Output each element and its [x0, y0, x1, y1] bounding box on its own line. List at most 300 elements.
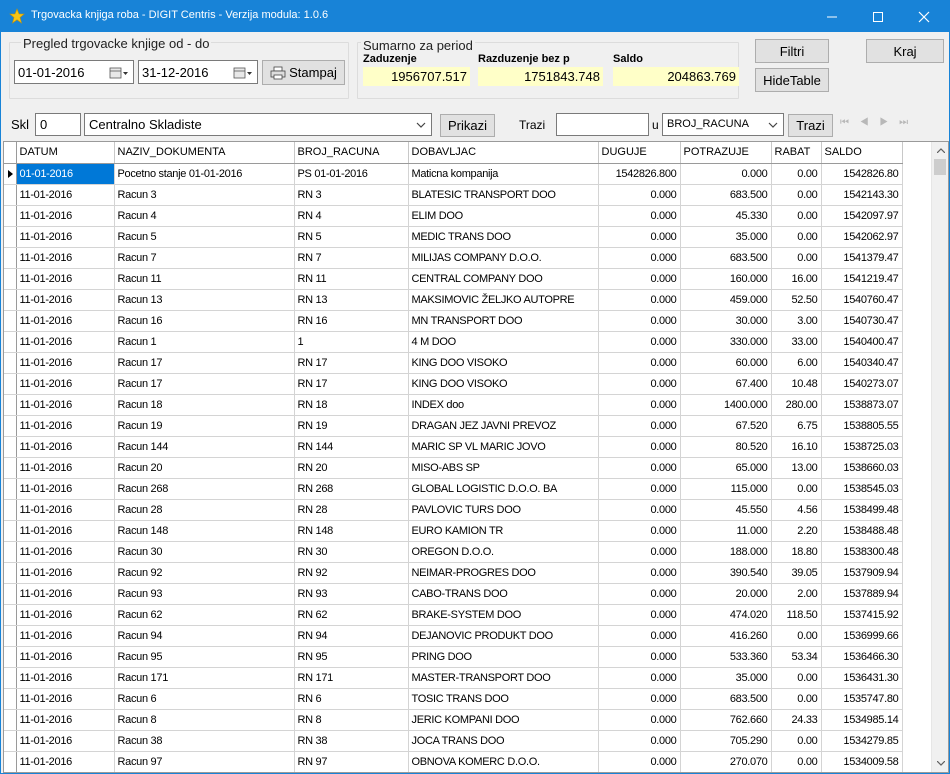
cell-saldo[interactable]: 1538805.55 [821, 415, 902, 436]
row-header[interactable] [4, 562, 16, 583]
warehouse-select[interactable] [84, 113, 432, 136]
title-bar[interactable] [1, 1, 949, 32]
cell-datum[interactable]: 11-01-2016 [16, 247, 114, 268]
cell-naziv-dokumenta[interactable]: Racun 97 [114, 751, 294, 772]
table-row[interactable] [4, 688, 902, 709]
row-header[interactable] [4, 310, 16, 331]
cell-broj-racuna[interactable]: RN 28 [294, 499, 408, 520]
row-header[interactable] [4, 289, 16, 310]
cell-naziv-dokumenta[interactable]: Racun 148 [114, 520, 294, 541]
cell-saldo[interactable]: 1534279.85 [821, 730, 902, 751]
cell-naziv-dokumenta[interactable]: Racun 6 [114, 688, 294, 709]
row-header[interactable] [4, 625, 16, 646]
cell-saldo[interactable]: 1540730.47 [821, 310, 902, 331]
cell-dobavljac[interactable]: JERIC KOMPANI DOO [408, 709, 598, 730]
cell-dobavljac[interactable]: OREGON D.O.O. [408, 541, 598, 562]
cell-potrazuje[interactable]: 1400.000 [680, 394, 771, 415]
cell-naziv-dokumenta[interactable]: Racun 18 [114, 394, 294, 415]
cell-dobavljac[interactable]: MISO-ABS SP [408, 457, 598, 478]
scroll-down-icon[interactable] [932, 755, 949, 772]
cell-rabat[interactable]: 16.00 [771, 268, 821, 289]
search-field-select[interactable] [662, 113, 784, 136]
cell-broj-racuna[interactable]: RN 8 [294, 709, 408, 730]
cell-rabat[interactable]: 0.00 [771, 667, 821, 688]
row-header[interactable] [4, 205, 16, 226]
table-row[interactable] [4, 730, 902, 751]
maximize-button[interactable] [855, 1, 901, 32]
cell-naziv-dokumenta[interactable]: Racun 62 [114, 604, 294, 625]
cell-duguje[interactable]: 0.000 [598, 562, 680, 583]
row-header[interactable] [4, 457, 16, 478]
cell-potrazuje[interactable]: 705.290 [680, 730, 771, 751]
cell-duguje[interactable]: 0.000 [598, 457, 680, 478]
cell-naziv-dokumenta[interactable]: Racun 38 [114, 730, 294, 751]
cell-rabat[interactable]: 3.00 [771, 310, 821, 331]
table-row[interactable] [4, 415, 902, 436]
cell-potrazuje[interactable]: 35.000 [680, 226, 771, 247]
cell-saldo[interactable]: 1536466.30 [821, 646, 902, 667]
cell-rabat[interactable]: 6.00 [771, 352, 821, 373]
table-row[interactable] [4, 478, 902, 499]
table-row[interactable] [4, 394, 902, 415]
cell-rabat[interactable]: 2.00 [771, 583, 821, 604]
cell-rabat[interactable]: 53.34 [771, 646, 821, 667]
cell-dobavljac[interactable]: MEDIC TRANS DOO [408, 226, 598, 247]
cell-rabat[interactable]: 52.50 [771, 289, 821, 310]
cell-potrazuje[interactable]: 416.260 [680, 625, 771, 646]
cell-potrazuje[interactable]: 474.020 [680, 604, 771, 625]
cell-datum[interactable]: 11-01-2016 [16, 310, 114, 331]
cell-saldo[interactable]: 1540760.47 [821, 289, 902, 310]
kraj-button[interactable]: Kraj [866, 39, 944, 63]
table-row[interactable] [4, 457, 902, 478]
cell-potrazuje[interactable]: 30.000 [680, 310, 771, 331]
cell-saldo[interactable]: 1534985.14 [821, 709, 902, 730]
cell-datum[interactable]: 11-01-2016 [16, 730, 114, 751]
cell-naziv-dokumenta[interactable]: Racun 144 [114, 436, 294, 457]
cell-saldo[interactable]: 1542143.30 [821, 184, 902, 205]
cell-potrazuje[interactable]: 390.540 [680, 562, 771, 583]
cell-dobavljac[interactable]: PRING DOO [408, 646, 598, 667]
cell-broj-racuna[interactable]: RN 94 [294, 625, 408, 646]
cell-naziv-dokumenta[interactable]: Racun 17 [114, 352, 294, 373]
date-to-field[interactable] [138, 60, 258, 84]
calendar-dropdown-icon[interactable] [232, 64, 254, 81]
cell-duguje[interactable]: 0.000 [598, 310, 680, 331]
cell-saldo[interactable]: 1541379.47 [821, 247, 902, 268]
cell-datum[interactable]: 11-01-2016 [16, 688, 114, 709]
cell-saldo[interactable]: 1537415.92 [821, 604, 902, 625]
column-header-datum[interactable]: DATUM [16, 142, 114, 163]
cell-saldo[interactable]: 1538873.07 [821, 394, 902, 415]
table-row[interactable] [4, 499, 902, 520]
cell-rabat[interactable]: 0.00 [771, 247, 821, 268]
cell-naziv-dokumenta[interactable]: Racun 5 [114, 226, 294, 247]
cell-duguje[interactable]: 0.000 [598, 184, 680, 205]
cell-duguje[interactable]: 0.000 [598, 625, 680, 646]
cell-dobavljac[interactable]: KING DOO VISOKO [408, 352, 598, 373]
cell-saldo[interactable]: 1538725.03 [821, 436, 902, 457]
cell-rabat[interactable]: 6.75 [771, 415, 821, 436]
cell-dobavljac[interactable]: TOSIC TRANS DOO [408, 688, 598, 709]
cell-naziv-dokumenta[interactable]: Pocetno stanje 01-01-2016 [114, 163, 294, 184]
scroll-thumb[interactable] [934, 159, 946, 175]
cell-datum[interactable]: 11-01-2016 [16, 184, 114, 205]
cell-potrazuje[interactable]: 45.330 [680, 205, 771, 226]
record-navigation-arrows[interactable]: ⏮ ◀ ▶ ⏭ [840, 117, 913, 128]
cell-saldo[interactable]: 1542097.97 [821, 205, 902, 226]
cell-broj-racuna[interactable]: RN 19 [294, 415, 408, 436]
table-row[interactable] [4, 205, 902, 226]
cell-duguje[interactable]: 0.000 [598, 604, 680, 625]
cell-rabat[interactable]: 0.00 [771, 205, 821, 226]
cell-naziv-dokumenta[interactable]: Racun 92 [114, 562, 294, 583]
cell-broj-racuna[interactable]: RN 5 [294, 226, 408, 247]
cell-rabat[interactable]: 0.00 [771, 163, 821, 184]
cell-duguje[interactable]: 0.000 [598, 373, 680, 394]
cell-datum[interactable]: 11-01-2016 [16, 289, 114, 310]
row-header[interactable] [4, 709, 16, 730]
cell-potrazuje[interactable]: 80.520 [680, 436, 771, 457]
table-row[interactable] [4, 163, 902, 184]
cell-broj-racuna[interactable]: RN 17 [294, 352, 408, 373]
cell-broj-racuna[interactable]: RN 20 [294, 457, 408, 478]
data-grid[interactable] [3, 141, 949, 773]
cell-datum[interactable]: 11-01-2016 [16, 541, 114, 562]
cell-naziv-dokumenta[interactable]: Racun 7 [114, 247, 294, 268]
cell-duguje[interactable]: 0.000 [598, 268, 680, 289]
cell-rabat[interactable]: 0.00 [771, 625, 821, 646]
cell-duguje[interactable]: 0.000 [598, 688, 680, 709]
cell-rabat[interactable]: 2.20 [771, 520, 821, 541]
cell-duguje[interactable]: 0.000 [598, 730, 680, 751]
cell-rabat[interactable]: 0.00 [771, 751, 821, 772]
cell-datum[interactable]: 11-01-2016 [16, 394, 114, 415]
cell-saldo[interactable]: 1534009.58 [821, 751, 902, 772]
table-row[interactable] [4, 184, 902, 205]
table-row[interactable] [4, 226, 902, 247]
cell-dobavljac[interactable]: MARIC SP VL MARIC JOVO [408, 436, 598, 457]
cell-duguje[interactable]: 0.000 [598, 709, 680, 730]
cell-naziv-dokumenta[interactable]: Racun 94 [114, 625, 294, 646]
row-header[interactable] [4, 373, 16, 394]
cell-saldo[interactable]: 1541219.47 [821, 268, 902, 289]
table-row[interactable] [4, 709, 902, 730]
cell-saldo[interactable]: 1538660.03 [821, 457, 902, 478]
cell-broj-racuna[interactable]: RN 268 [294, 478, 408, 499]
cell-broj-racuna[interactable]: RN 171 [294, 667, 408, 688]
row-header[interactable] [4, 499, 16, 520]
cell-broj-racuna[interactable]: PS 01-01-2016 [294, 163, 408, 184]
cell-broj-racuna[interactable]: RN 4 [294, 205, 408, 226]
column-header-potrazuje[interactable]: POTRAZUJE [680, 142, 771, 163]
cell-datum[interactable]: 11-01-2016 [16, 415, 114, 436]
cell-dobavljac[interactable]: KING DOO VISOKO [408, 373, 598, 394]
cell-rabat[interactable]: 13.00 [771, 457, 821, 478]
table-row[interactable] [4, 751, 902, 772]
cell-naziv-dokumenta[interactable]: Racun 13 [114, 289, 294, 310]
cell-datum[interactable]: 11-01-2016 [16, 604, 114, 625]
cell-potrazuje[interactable]: 60.000 [680, 352, 771, 373]
cell-naziv-dokumenta[interactable]: Racun 268 [114, 478, 294, 499]
column-header-duguje[interactable]: DUGUJE [598, 142, 680, 163]
table-row[interactable] [4, 331, 902, 352]
table-row[interactable] [4, 604, 902, 625]
cell-saldo[interactable]: 1538488.48 [821, 520, 902, 541]
cell-naziv-dokumenta[interactable]: Racun 1 [114, 331, 294, 352]
cell-dobavljac[interactable]: BRAKE-SYSTEM DOO [408, 604, 598, 625]
cell-dobavljac[interactable]: BLATESIC TRANSPORT DOO [408, 184, 598, 205]
row-header[interactable] [4, 646, 16, 667]
cell-duguje[interactable]: 0.000 [598, 352, 680, 373]
cell-potrazuje[interactable]: 533.360 [680, 646, 771, 667]
cell-potrazuje[interactable]: 160.000 [680, 268, 771, 289]
column-header-rabat[interactable]: RABAT [771, 142, 821, 163]
cell-datum[interactable]: 11-01-2016 [16, 751, 114, 772]
cell-potrazuje[interactable]: 330.000 [680, 331, 771, 352]
cell-potrazuje[interactable]: 67.520 [680, 415, 771, 436]
row-header[interactable] [4, 268, 16, 289]
cell-dobavljac[interactable]: OBNOVA KOMERC D.O.O. [408, 751, 598, 772]
close-button[interactable] [901, 1, 947, 32]
cell-broj-racuna[interactable]: RN 97 [294, 751, 408, 772]
cell-rabat[interactable]: 10.48 [771, 373, 821, 394]
cell-potrazuje[interactable]: 683.500 [680, 688, 771, 709]
cell-datum[interactable]: 11-01-2016 [16, 478, 114, 499]
cell-rabat[interactable]: 280.00 [771, 394, 821, 415]
table-row[interactable] [4, 562, 902, 583]
cell-saldo[interactable]: 1536999.66 [821, 625, 902, 646]
cell-duguje[interactable]: 0.000 [598, 751, 680, 772]
cell-naziv-dokumenta[interactable]: Racun 17 [114, 373, 294, 394]
cell-potrazuje[interactable]: 115.000 [680, 478, 771, 499]
cell-datum[interactable]: 11-01-2016 [16, 646, 114, 667]
row-header[interactable] [4, 751, 16, 772]
cell-naziv-dokumenta[interactable]: Racun 11 [114, 268, 294, 289]
scroll-up-icon[interactable] [932, 142, 949, 159]
print-button[interactable] [262, 60, 345, 85]
cell-dobavljac[interactable]: CABO-TRANS DOO [408, 583, 598, 604]
cell-dobavljac[interactable]: GLOBAL LOGISTIC D.O.O. BA [408, 478, 598, 499]
table-row[interactable] [4, 352, 902, 373]
cell-datum[interactable]: 11-01-2016 [16, 457, 114, 478]
cell-broj-racuna[interactable]: RN 18 [294, 394, 408, 415]
row-header[interactable] [4, 604, 16, 625]
table-row[interactable] [4, 646, 902, 667]
row-header[interactable] [4, 163, 16, 184]
cell-broj-racuna[interactable]: 1 [294, 331, 408, 352]
cell-potrazuje[interactable]: 45.550 [680, 499, 771, 520]
cell-rabat[interactable]: 0.00 [771, 730, 821, 751]
date-from-field[interactable] [14, 60, 134, 84]
table-row[interactable] [4, 667, 902, 688]
cell-datum[interactable]: 11-01-2016 [16, 583, 114, 604]
minimize-button[interactable] [809, 1, 855, 32]
calendar-dropdown-icon[interactable] [108, 64, 130, 81]
cell-duguje[interactable]: 0.000 [598, 436, 680, 457]
cell-duguje[interactable]: 0.000 [598, 583, 680, 604]
cell-datum[interactable]: 11-01-2016 [16, 205, 114, 226]
hide-table-button[interactable]: HideTable [755, 68, 829, 92]
cell-duguje[interactable]: 0.000 [598, 541, 680, 562]
cell-potrazuje[interactable]: 683.500 [680, 247, 771, 268]
cell-rabat[interactable]: 24.33 [771, 709, 821, 730]
cell-naziv-dokumenta[interactable]: Racun 28 [114, 499, 294, 520]
cell-broj-racuna[interactable]: RN 95 [294, 646, 408, 667]
column-header-saldo[interactable]: SALDO [821, 142, 902, 163]
cell-naziv-dokumenta[interactable]: Racun 171 [114, 667, 294, 688]
trazi-button[interactable]: Trazi [788, 114, 833, 137]
cell-broj-racuna[interactable]: RN 16 [294, 310, 408, 331]
cell-duguje[interactable]: 1542826.800 [598, 163, 680, 184]
cell-datum[interactable]: 11-01-2016 [16, 709, 114, 730]
cell-saldo[interactable]: 1537889.94 [821, 583, 902, 604]
cell-dobavljac[interactable]: CENTRAL COMPANY DOO [408, 268, 598, 289]
cell-datum[interactable]: 11-01-2016 [16, 226, 114, 247]
cell-potrazuje[interactable]: 683.500 [680, 184, 771, 205]
row-header[interactable] [4, 331, 16, 352]
cell-rabat[interactable]: 39.05 [771, 562, 821, 583]
cell-potrazuje[interactable]: 270.070 [680, 751, 771, 772]
cell-duguje[interactable]: 0.000 [598, 394, 680, 415]
cell-naziv-dokumenta[interactable]: Racun 95 [114, 646, 294, 667]
cell-rabat[interactable]: 0.00 [771, 688, 821, 709]
table-row[interactable] [4, 541, 902, 562]
cell-saldo[interactable]: 1537909.94 [821, 562, 902, 583]
cell-saldo[interactable]: 1538499.48 [821, 499, 902, 520]
cell-duguje[interactable]: 0.000 [598, 331, 680, 352]
cell-saldo[interactable]: 1535747.80 [821, 688, 902, 709]
cell-naziv-dokumenta[interactable]: Racun 19 [114, 415, 294, 436]
cell-potrazuje[interactable]: 459.000 [680, 289, 771, 310]
cell-saldo[interactable]: 1540340.47 [821, 352, 902, 373]
row-header[interactable] [4, 583, 16, 604]
cell-dobavljac[interactable]: MASTER-TRANSPORT DOO [408, 667, 598, 688]
cell-dobavljac[interactable]: DEJANOVIC PRODUKT DOO [408, 625, 598, 646]
cell-datum[interactable]: 01-01-2016 [16, 163, 114, 184]
cell-datum[interactable]: 11-01-2016 [16, 373, 114, 394]
table-row[interactable] [4, 289, 902, 310]
cell-rabat[interactable]: 0.00 [771, 184, 821, 205]
cell-rabat[interactable]: 18.80 [771, 541, 821, 562]
cell-rabat[interactable]: 0.00 [771, 478, 821, 499]
cell-broj-racuna[interactable]: RN 93 [294, 583, 408, 604]
cell-broj-racuna[interactable]: RN 30 [294, 541, 408, 562]
cell-saldo[interactable]: 1536431.30 [821, 667, 902, 688]
cell-potrazuje[interactable]: 762.660 [680, 709, 771, 730]
filtri-button[interactable]: Filtri [755, 39, 829, 63]
table-row[interactable] [4, 583, 902, 604]
cell-dobavljac[interactable]: MILIJAS COMPANY D.O.O. [408, 247, 598, 268]
cell-datum[interactable]: 11-01-2016 [16, 520, 114, 541]
cell-naziv-dokumenta[interactable]: Racun 20 [114, 457, 294, 478]
row-header[interactable] [4, 667, 16, 688]
cell-potrazuje[interactable]: 11.000 [680, 520, 771, 541]
cell-naziv-dokumenta[interactable]: Racun 3 [114, 184, 294, 205]
cell-naziv-dokumenta[interactable]: Racun 93 [114, 583, 294, 604]
cell-saldo[interactable]: 1540400.47 [821, 331, 902, 352]
cell-duguje[interactable]: 0.000 [598, 499, 680, 520]
cell-broj-racuna[interactable]: RN 62 [294, 604, 408, 625]
cell-broj-racuna[interactable]: RN 17 [294, 373, 408, 394]
row-header[interactable] [4, 730, 16, 751]
cell-dobavljac[interactable]: DRAGAN JEZ JAVNI PREVOZ [408, 415, 598, 436]
cell-potrazuje[interactable]: 0.000 [680, 163, 771, 184]
cell-datum[interactable]: 11-01-2016 [16, 352, 114, 373]
cell-dobavljac[interactable]: PAVLOVIC TURS DOO [408, 499, 598, 520]
row-header[interactable] [4, 394, 16, 415]
row-header[interactable] [4, 226, 16, 247]
cell-datum[interactable]: 11-01-2016 [16, 436, 114, 457]
row-header[interactable] [4, 520, 16, 541]
row-header[interactable] [4, 436, 16, 457]
cell-dobavljac[interactable]: EURO KAMION TR [408, 520, 598, 541]
cell-datum[interactable]: 11-01-2016 [16, 667, 114, 688]
cell-potrazuje[interactable]: 20.000 [680, 583, 771, 604]
column-header-dobavljac[interactable]: DOBAVLJAC [408, 142, 598, 163]
cell-duguje[interactable]: 0.000 [598, 520, 680, 541]
table-row[interactable] [4, 310, 902, 331]
cell-dobavljac[interactable]: INDEX doo [408, 394, 598, 415]
table-row[interactable] [4, 625, 902, 646]
cell-dobavljac[interactable]: JOCA TRANS DOO [408, 730, 598, 751]
cell-duguje[interactable]: 0.000 [598, 247, 680, 268]
cell-naziv-dokumenta[interactable]: Racun 16 [114, 310, 294, 331]
cell-datum[interactable]: 11-01-2016 [16, 562, 114, 583]
cell-dobavljac[interactable]: 4 M DOO [408, 331, 598, 352]
cell-datum[interactable]: 11-01-2016 [16, 499, 114, 520]
column-header-naziv-dokumenta[interactable]: NAZIV_DOKUMENTA [114, 142, 294, 163]
cell-naziv-dokumenta[interactable]: Racun 4 [114, 205, 294, 226]
row-header[interactable] [4, 541, 16, 562]
cell-dobavljac[interactable]: Maticna kompanija [408, 163, 598, 184]
cell-dobavljac[interactable]: MN TRANSPORT DOO [408, 310, 598, 331]
cell-datum[interactable]: 11-01-2016 [16, 331, 114, 352]
table-row[interactable] [4, 373, 902, 394]
cell-duguje[interactable]: 0.000 [598, 205, 680, 226]
cell-saldo[interactable]: 1538300.48 [821, 541, 902, 562]
cell-saldo[interactable]: 1542062.97 [821, 226, 902, 247]
cell-broj-racuna[interactable]: RN 7 [294, 247, 408, 268]
row-header[interactable] [4, 352, 16, 373]
prikazi-button[interactable]: Prikazi [440, 114, 495, 137]
row-header[interactable] [4, 415, 16, 436]
cell-dobavljac[interactable]: ELIM DOO [408, 205, 598, 226]
cell-potrazuje[interactable]: 67.400 [680, 373, 771, 394]
cell-duguje[interactable]: 0.000 [598, 415, 680, 436]
cell-potrazuje[interactable]: 65.000 [680, 457, 771, 478]
skl-input[interactable]: 0 [35, 113, 81, 136]
row-header[interactable] [4, 247, 16, 268]
row-header[interactable] [4, 184, 16, 205]
cell-broj-racuna[interactable]: RN 144 [294, 436, 408, 457]
cell-naziv-dokumenta[interactable]: Racun 30 [114, 541, 294, 562]
table-row[interactable] [4, 247, 902, 268]
cell-rabat[interactable]: 4.56 [771, 499, 821, 520]
cell-broj-racuna[interactable]: RN 6 [294, 688, 408, 709]
cell-broj-racuna[interactable]: RN 3 [294, 184, 408, 205]
cell-rabat[interactable]: 33.00 [771, 331, 821, 352]
search-input[interactable] [556, 113, 649, 136]
column-header-broj-racuna[interactable]: BROJ_RACUNA [294, 142, 408, 163]
cell-rabat[interactable]: 118.50 [771, 604, 821, 625]
cell-dobavljac[interactable]: MAKSIMOVIC ŽELJKO AUTOPRE [408, 289, 598, 310]
cell-duguje[interactable]: 0.000 [598, 226, 680, 247]
cell-potrazuje[interactable]: 35.000 [680, 667, 771, 688]
cell-saldo[interactable]: 1540273.07 [821, 373, 902, 394]
table-row[interactable] [4, 436, 902, 457]
cell-duguje[interactable]: 0.000 [598, 478, 680, 499]
